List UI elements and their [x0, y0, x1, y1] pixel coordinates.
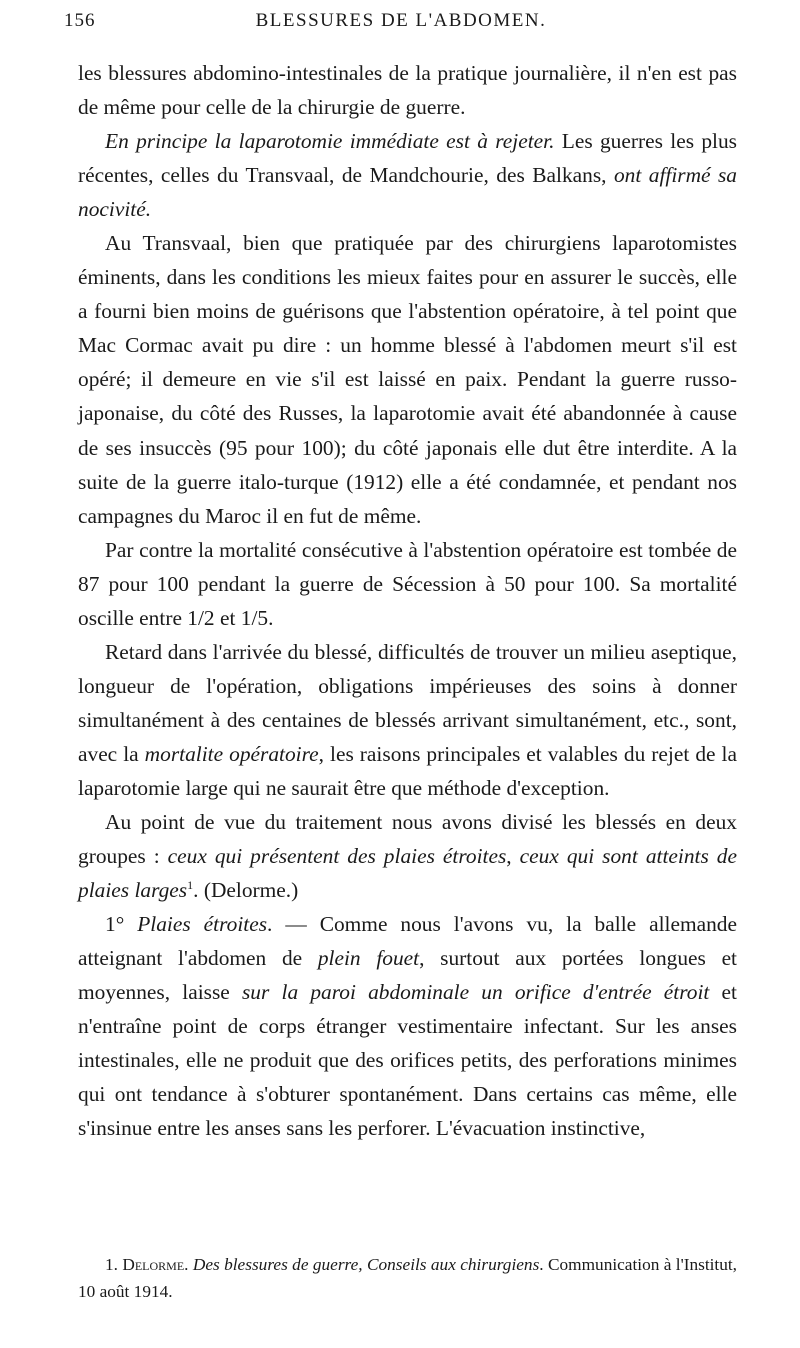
italic-run: Plaies étroites — [137, 912, 268, 937]
paragraph — [78, 805, 737, 907]
text-run: Par contre la mortalité consécutive à l'abstention opératoire est tombée de 87 pour 100 pendant la guerre de Sécession à 50 pour 100. Sa mortalité oscille entre 1/2 et 1/5. — [78, 537, 737, 630]
paragraph — [78, 226, 737, 532]
text-run: Au Transvaal, bien que pratiquée par des chirurgiens laparotomistes éminents, dans les conditions les mieux faites pour en assurer le succès, elle a fourni bien moins de guérisons que l'abstention opératoire, à tel point que Mac Cormac avait pu dire : un homme blessé à l'abdomen meurt s'il est opéré; il demeure en vie s'il est laissé en paix. Pendant la guerre russo-japonaise, du côté des Russes, la laparotomie avait été abandonnée à cause de ses insuccès (95 pour 100); du côté japonais elle dut être interdite. A la suite de la guerre italo-turque (1912) elle a été condamnée, et pendant nos campagnes du Maroc il en fut de même. — [78, 231, 737, 528]
italic-run: Des blessures de guerre, Conseils aux chirurgiens — [192, 1255, 540, 1274]
italic-run: mortalite opératoire — [144, 741, 319, 766]
text-run: , — [506, 844, 520, 869]
running-title: BLESSURES DE L'ABDOMEN. — [255, 10, 547, 31]
footnote-text — [78, 1251, 737, 1305]
footnote — [78, 1251, 737, 1305]
paragraph — [78, 907, 737, 1145]
text-run: Retard dans l'arrivée du blessé, difficultés de trouver un milieu aseptique, longueur de l'opération, obligations impérieuses des soins à donner simultanément à des centaines de blessés arrivant simultanément, etc., sont, avec la — [78, 639, 737, 766]
text-run: 1° — [105, 912, 138, 937]
text-run: Au point de vue du traitement nous avons divisé les blessés en deux groupes : — [78, 810, 737, 869]
text-run: . — [184, 1255, 193, 1274]
italic-run: En principe la laparotomie immédiate est à rejeter. — [105, 129, 555, 154]
running-header — [64, 6, 738, 46]
author-name: Delorme — [122, 1255, 185, 1274]
text-run: les blessures abdomino-intestinales de la pratique journalière, il n'en est pas de même pour celle de la chirurgie de guerre. — [78, 61, 737, 120]
italic-run: ceux qui présentent des plaies étroites — [167, 844, 507, 869]
page-number: 156 — [64, 10, 96, 31]
text-run: 1. — [105, 1255, 123, 1274]
paragraph — [78, 56, 737, 124]
main-text — [78, 56, 737, 1146]
text-run: . (Delorme.) — [193, 878, 299, 903]
footnote-marker[interactable]: 1 — [187, 878, 194, 892]
text-run: , les raisons principales et valables du rejet de la laparotomie large qui ne saurait être que méthode d'exception. — [78, 741, 737, 800]
italic-run: sur la paroi abdominale un orifice d'entrée étroit — [241, 980, 710, 1005]
paragraph — [78, 533, 737, 635]
paragraph — [78, 635, 737, 805]
paragraph — [78, 124, 737, 226]
italic-run: ceux qui sont atteints de plaies larges — [78, 844, 737, 903]
text-run: Les guerres les plus récentes, celles du Transvaal, de Mandchourie, des Balkans, — [78, 129, 738, 188]
text-run: . Communication à l'Institut, 10 août 1914. — [78, 1255, 737, 1301]
text-run: . — Comme nous l'avons vu, la balle allemande atteignant l'abdomen de — [78, 912, 737, 971]
text-run: , surtout aux portées longues et moyennes, laisse — [78, 946, 738, 1005]
italic-run: ont affirmé sa nocivité. — [78, 163, 738, 222]
text-run: et n'entraîne point de corps étranger vestimentaire infectant. Sur les anses intestinales, elle ne produit que des orifices petits, des perforations minimes qui ont tendance à s'obturer spontanément. Dans certains cas même, elle s'insinue entre les anses sans les perforer. L'évacuation instinctive, — [78, 980, 737, 1141]
italic-run: plein fouet — [317, 946, 420, 971]
